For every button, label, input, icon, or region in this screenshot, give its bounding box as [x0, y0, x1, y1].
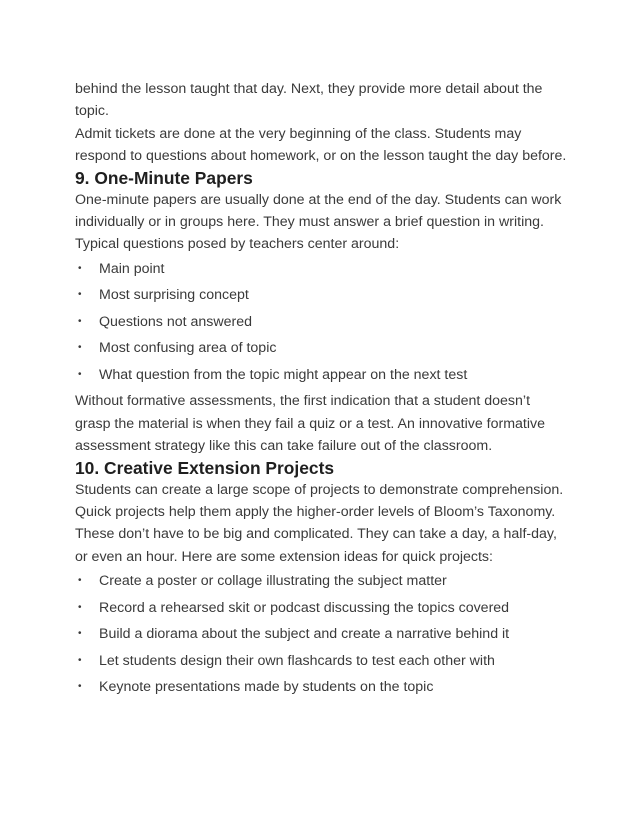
section-9-line: individually or in groups here. They must answer a brief question in writing. — [75, 214, 544, 231]
section-10-heading: 10. Creative Extension Projects — [75, 457, 335, 478]
list-item — [75, 309, 575, 336]
list-item — [75, 621, 575, 648]
admit-line: Admit tickets are done at the very beginning of the class. Students may — [75, 125, 522, 142]
bullet-icon: • — [78, 681, 82, 693]
section-10-line: Students can create a large scope of projects to demonstrate comprehension. — [75, 481, 564, 498]
section-9-bullet-list — [75, 256, 575, 389]
list-item-text: Create a poster or collage illustrating the subject matter — [99, 573, 447, 590]
section-9-line: Typical questions posed by teachers center around: — [75, 236, 400, 253]
section-9-closing-line: assessment strategy like this can take failure out of the classroom. — [75, 438, 493, 455]
list-item — [75, 282, 575, 309]
list-item — [75, 595, 575, 622]
list-item — [75, 674, 575, 701]
list-item — [75, 648, 575, 675]
bullet-icon: • — [78, 654, 82, 666]
list-item-text: What question from the topic might appear on the next test — [99, 366, 468, 383]
list-item-text: Build a diorama about the subject and create a narrative behind it — [99, 626, 510, 643]
admit-paragraph — [75, 123, 575, 168]
section-9-paragraph — [75, 189, 575, 256]
list-item — [75, 362, 575, 389]
bullet-icon: • — [78, 628, 82, 640]
list-item — [75, 256, 575, 283]
intro-line: topic. — [75, 103, 109, 120]
admit-line: respond to questions about homework, or on the lesson taught the day before. — [75, 148, 567, 165]
list-item-text: Keynote presentations made by students on the topic — [99, 679, 434, 696]
section-9-closing-paragraph — [75, 390, 575, 457]
list-item-text: Questions not answered — [99, 313, 253, 330]
list-item-text: Main point — [99, 260, 165, 277]
section-9-closing-line: Without formative assessments, the first indication that a student doesn’t — [75, 393, 531, 410]
section-10-bullet-list — [75, 568, 575, 701]
list-item-text: Record a rehearsed skit or podcast discussing the topics covered — [99, 599, 510, 616]
section-9-line: One-minute papers are usually done at the end of the day. Students can work — [75, 191, 562, 208]
list-item-text: Most confusing area of topic — [99, 340, 277, 357]
bullet-icon: • — [78, 368, 82, 380]
bullet-icon: • — [78, 575, 82, 587]
bullet-icon: • — [78, 262, 82, 274]
section-10-line: or even an hour. Here are some extension ideas for quick projects: — [75, 548, 493, 565]
bullet-icon: • — [78, 315, 82, 327]
section-10-paragraph — [75, 479, 575, 569]
bullet-icon: • — [78, 289, 82, 301]
intro-paragraph — [75, 78, 575, 123]
section-9-closing-line: grasp the material is when they fail a quiz or a test. An innovative formative — [75, 415, 546, 432]
intro-line: behind the lesson taught that day. Next, they provide more detail about the — [75, 81, 543, 97]
list-item-text: Let students design their own flashcards to test each other with — [99, 652, 495, 669]
bullet-icon: • — [78, 601, 82, 613]
document-content — [75, 78, 575, 701]
list-item — [75, 335, 575, 362]
bullet-icon: • — [78, 342, 82, 354]
section-10-line: Quick projects help them apply the higher-order levels of Bloom’s Taxonomy. — [75, 503, 556, 520]
list-item — [75, 568, 575, 595]
list-item-text: Most surprising concept — [99, 287, 249, 304]
section-10-line: These don’t have to be big and complicated. They can take a day, a half-day, — [75, 526, 557, 543]
section-9-heading: 9. One-Minute Papers — [75, 167, 253, 188]
